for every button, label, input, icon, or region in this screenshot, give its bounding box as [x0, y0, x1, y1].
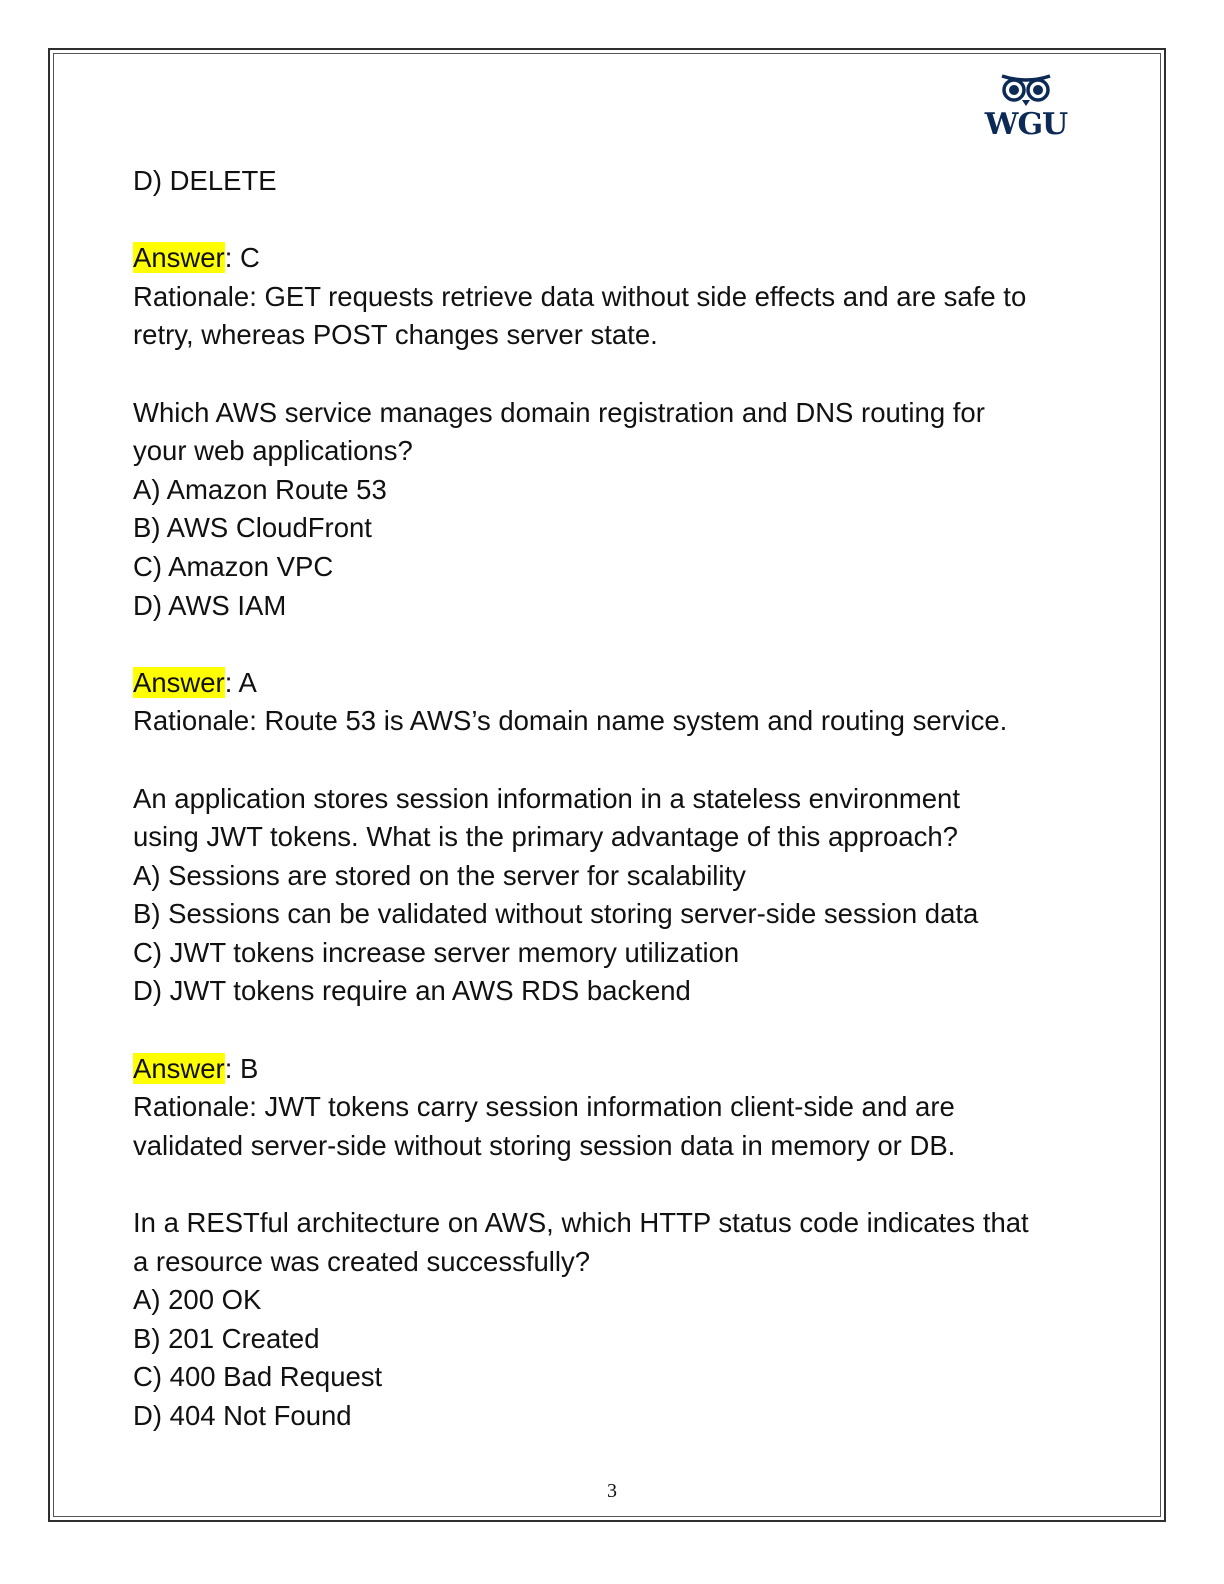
text-line: a resource was created successfully?	[133, 1245, 591, 1277]
answer-line	[133, 664, 1113, 703]
paragraph-gap	[133, 625, 1113, 664]
wgu-logo	[976, 70, 1076, 142]
text-line: Rationale: JWT tokens carry session information client-side and are	[133, 1091, 955, 1123]
answer-label: Answer	[133, 1052, 225, 1084]
answer-value: : C	[224, 242, 260, 274]
text-line: validated server-side without storing session data in memory or DB.	[133, 1129, 956, 1161]
text-line: C) 400 Bad Request	[133, 1361, 383, 1393]
text-line: Rationale: Route 53 is AWS’s domain name system and routing service.	[133, 705, 1008, 737]
text-line: D) JWT tokens require an AWS RDS backend	[133, 975, 691, 1007]
text-line: D) DELETE	[133, 165, 277, 196]
text-line: D) AWS IAM	[133, 589, 287, 621]
owl-icon	[976, 70, 1076, 110]
text-line: Rationale: GET requests retrieve data without side effects and are safe to	[133, 280, 1027, 312]
text-line: D) 404 Not Found	[133, 1400, 352, 1431]
document-body	[133, 162, 1113, 1436]
paragraph-gap	[133, 355, 1113, 394]
text-line: C) Amazon VPC	[133, 550, 334, 582]
text-line: In a RESTful architecture on AWS, which HTTP status code indicates that	[133, 1207, 1029, 1239]
text-line: B) AWS CloudFront	[133, 512, 372, 544]
answer-label: Answer	[133, 242, 225, 274]
paragraph-gap	[133, 201, 1113, 240]
paragraph-gap	[133, 1165, 1113, 1204]
page-number: 3	[607, 1480, 617, 1502]
text-line: A) 200 OK	[133, 1284, 262, 1316]
text-line: retry, whereas POST changes server state.	[133, 319, 658, 351]
answer-value: : A	[224, 666, 257, 698]
text-line: A) Amazon Route 53	[133, 473, 387, 505]
answer-line	[133, 1050, 1113, 1089]
text-line: A) Sessions are stored on the server for scalability	[133, 859, 746, 891]
text-line: B) Sessions can be validated without storing server-side session data	[133, 898, 979, 930]
paragraph-gap	[133, 741, 1113, 780]
answer-label: Answer	[133, 666, 225, 698]
text-line: An application stores session information in a stateless environment	[133, 782, 960, 814]
text-line: B) 201 Created	[133, 1322, 320, 1354]
answer-value: : B	[224, 1052, 259, 1084]
text-line: your web applications?	[133, 435, 413, 467]
text-line: C) JWT tokens increase server memory utilization	[133, 936, 740, 968]
answer-line	[133, 239, 1113, 278]
text-line: using JWT tokens. What is the primary advantage of this approach?	[133, 821, 958, 853]
logo-text: WGU	[984, 107, 1068, 142]
paragraph-gap	[133, 1011, 1113, 1050]
text-line: Which AWS service manages domain registration and DNS routing for	[133, 396, 985, 428]
